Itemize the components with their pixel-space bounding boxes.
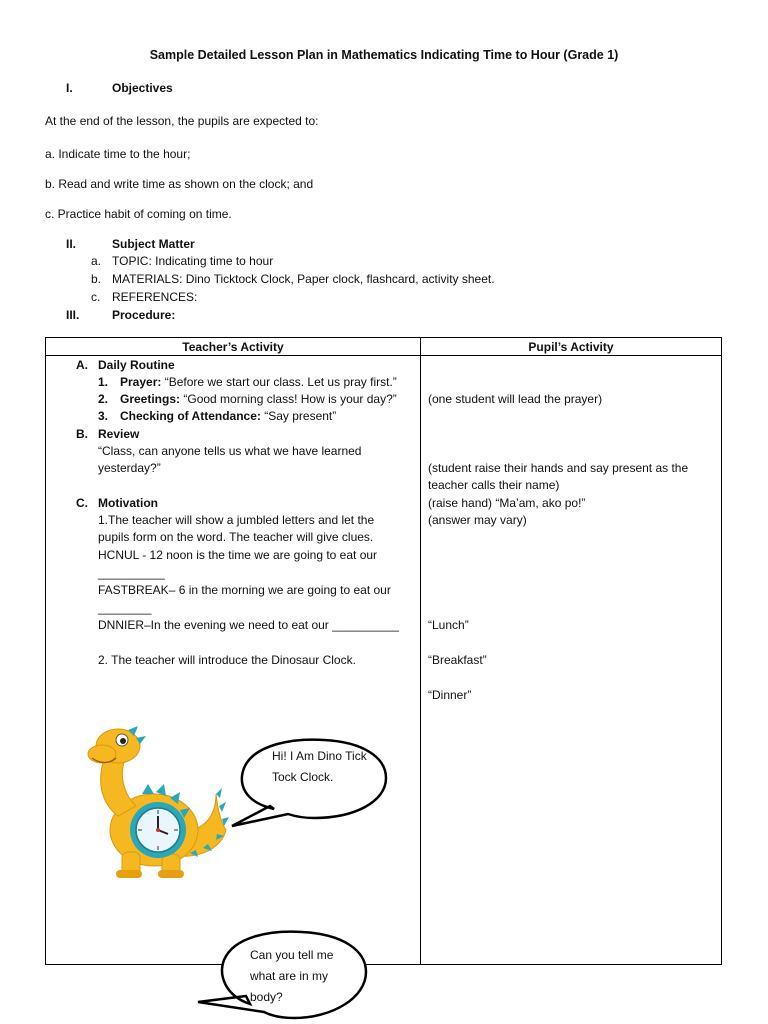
pupil-prayer: (one student will lead the prayer) [428,392,603,406]
motivation-line: 1.The teacher will show a jumbled letters and let the [98,513,375,527]
routine-prayer: Prayer: “Before we start our class. Let us pray first.” [120,375,397,389]
motivation-line: HCNUL - 12 noon is the time we are going to eat our [98,548,378,562]
subject-item-references: REFERENCES: [112,290,198,304]
subject-item-marker: b. [91,272,102,286]
pupil-answer-breakfast: “Breakfast” [428,653,487,667]
subject-item-marker: c. [91,290,101,304]
pupil-answer-dinner: “Dinner” [428,688,472,702]
section-c-marker: C. [76,496,88,510]
review-question: “Class, can anyone tells us what we have learned [98,444,362,458]
motivation-line: __________ [98,566,165,580]
speech-bubble-text: Hi! I Am Dino Tick Tock Clock. [272,749,367,784]
motivation-line: pupils form on the word. The teacher will give clues. [98,530,374,544]
pupil-raise-hand: (raise hand) “Ma’am, ako po!” [428,496,586,510]
motivation-line: FASTBREAK– 6 in the morning we are going to eat our [98,583,391,597]
pupil-answer: (answer may vary) [428,513,527,527]
subject-item-marker: a. [91,254,102,268]
routine-number: 3. [98,409,109,423]
subject-item-materials: MATERIALS: Dino Ticktock Clock, Paper clock, flashcard, activity sheet. [112,272,495,286]
motivation-line: DNNIER–In the evening we need to eat our __________ [98,618,399,632]
procedure-heading: Procedure: [112,308,176,322]
pupil-answer-lunch: “Lunch” [428,618,469,632]
procedure-numeral: III. [66,308,80,322]
objectives-intro: At the end of the lesson, the pupils are expected to: [45,114,319,128]
section-a-heading: Daily Routine [98,358,175,372]
section-b-heading: Review [98,427,140,441]
document-title: Sample Detailed Lesson Plan in Mathematics Indicating Time to Hour (Grade 1) [149,48,619,62]
routine-attendance: Checking of Attendance: “Say present” [120,409,337,423]
speech-bubble-text: Can you tell me what are in my body? [250,948,334,1004]
section-b-marker: B. [76,427,88,441]
objective-item: c. Practice habit of coming on time. [45,207,232,221]
activity-table [45,337,722,965]
section-a-marker: A. [76,358,88,372]
teacher-activity-cell [46,356,421,965]
routine-number: 1. [98,375,109,389]
pupil-attendance: (student raise their hands and say present as the [428,461,689,475]
objective-item: a. Indicate time to the hour; [45,147,191,161]
subject-matter-numeral: II. [66,237,77,251]
review-question: yesterday?” [98,461,161,475]
routine-greetings: Greetings: “Good morning class! How is your day?” [120,392,397,406]
routine-number: 2. [98,392,109,406]
objectives-heading: Objectives [112,81,173,95]
objective-item: b. Read and write time as shown on the clock; and [45,177,314,191]
motivation-line: ________ [98,601,152,615]
pupil-activity-cell [421,356,722,965]
teacher-activity-header: Teacher’s Activity [46,338,421,356]
objectives-numeral: I. [66,81,73,95]
subject-matter-heading: Subject Matter [112,237,195,251]
pupil-activity-header: Pupil’s Activity [421,338,722,356]
pupil-attendance: teacher calls their name) [428,478,560,492]
section-c-heading: Motivation [98,496,158,510]
subject-item-topic: TOPIC: Indicating time to hour [112,254,274,268]
motivation-item-2: 2. The teacher will introduce the Dinosaur Clock. [98,653,356,667]
